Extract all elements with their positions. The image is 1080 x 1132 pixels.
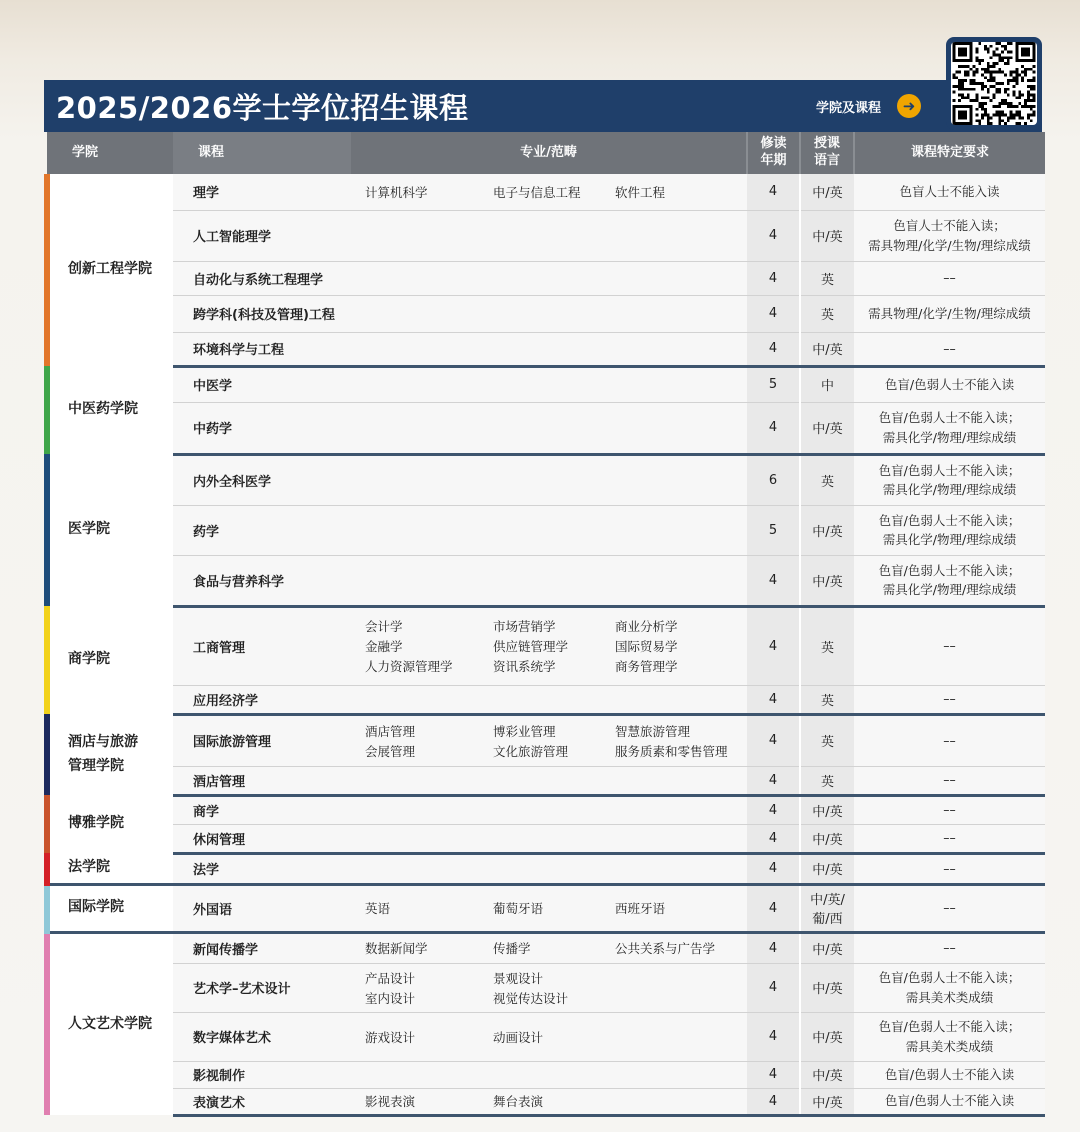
table-row: [47, 366, 1045, 402]
majors-cell: [351, 932, 747, 963]
majors-cell: [351, 555, 747, 606]
header-school: 学院: [47, 132, 173, 174]
course-name: 表演艺术: [173, 1088, 351, 1115]
years-cell: 6: [747, 454, 800, 505]
majors-cell: [351, 174, 747, 210]
major-item: 英语: [365, 901, 391, 916]
school-name-line: 酒店与旅游: [68, 734, 138, 751]
years-cell: 4: [747, 555, 800, 606]
major-item: 商务管理学: [615, 659, 678, 674]
requirement-line: ––: [943, 860, 956, 876]
majors-cell: [351, 606, 747, 685]
header-years-line: 修读: [760, 136, 787, 152]
requirements-cell: [854, 1012, 1045, 1061]
school-name: 创新工程学院: [68, 261, 152, 278]
majors-cell: [351, 714, 747, 766]
majors-cell: [351, 1061, 747, 1088]
language-cell: 中/英: [800, 1061, 854, 1088]
majors-cell: [351, 766, 747, 795]
requirements-cell: [854, 963, 1045, 1012]
major-item: 资讯系统学: [493, 659, 556, 674]
major-item: 数据新闻学: [365, 941, 428, 956]
table-row: [47, 505, 1045, 555]
major-item: 产品设计: [365, 970, 416, 986]
requirement-line: 色盲/色弱人士不能入读；: [878, 562, 1021, 578]
course-name: 商学: [173, 795, 351, 824]
language-line: 葡/西: [812, 912, 843, 927]
majors-cell: [351, 853, 747, 884]
requirement-line: 色盲人士不能入读: [899, 184, 1000, 200]
majors-list: [365, 722, 747, 760]
language-cell: 中: [800, 366, 854, 402]
language-cell: 英: [800, 714, 854, 766]
course-name: 外国语: [173, 884, 351, 932]
requirements-cell: [854, 454, 1045, 505]
table-row: [47, 853, 1045, 884]
requirement-line: ––: [943, 900, 956, 916]
table-row: [47, 1088, 1045, 1115]
major-item: 景观设计: [493, 970, 544, 986]
major-item: 服务质素和零售管理: [615, 743, 728, 759]
requirements-cell: [854, 295, 1045, 332]
school-name: 医学院: [68, 521, 110, 538]
years-cell: 4: [747, 606, 800, 685]
requirement-line: ––: [943, 940, 956, 956]
requirement-line: 需具化学/物理/理综成绩: [882, 429, 1017, 445]
course-name: 休闲管理: [173, 824, 351, 853]
requirements-cell: [854, 766, 1045, 795]
years-cell: 4: [747, 332, 800, 366]
requirements-cell: [854, 1061, 1045, 1088]
language-cell: 英: [800, 606, 854, 685]
requirement-line: ––: [943, 772, 956, 788]
majors-cell: [351, 402, 747, 454]
language-cell: 英: [800, 295, 854, 332]
table-row: [47, 884, 1045, 932]
majors-list: [365, 183, 747, 201]
language-cell: 中/英: [800, 963, 854, 1012]
years-cell: 4: [747, 1088, 800, 1115]
requirements-cell: [854, 174, 1045, 210]
years-cell: 4: [747, 685, 800, 714]
course-name: 跨学科(科技及管理)工程: [173, 295, 351, 332]
major-item: 西班牙语: [615, 901, 666, 916]
requirements-cell: [854, 261, 1045, 295]
language-cell: 英: [800, 261, 854, 295]
requirement-line: 色盲/色弱人士不能入读: [884, 1093, 1015, 1109]
years-cell: 4: [747, 1061, 800, 1088]
course-name: 艺术学–艺术设计: [173, 963, 351, 1012]
requirements-cell: [854, 824, 1045, 853]
table-row: [47, 1061, 1045, 1088]
language-cell: [800, 884, 854, 932]
major-item: 影视表演: [365, 1094, 416, 1109]
table-row: [47, 295, 1045, 332]
language-line: 中/英/: [810, 893, 845, 908]
major-item: 人力资源管理学: [365, 659, 453, 674]
course-name: 新闻传播学: [173, 932, 351, 963]
school-cell: [47, 795, 173, 853]
table-row: [47, 685, 1045, 714]
school-name: 法学院: [68, 859, 110, 876]
requirement-line: ––: [943, 638, 956, 654]
majors-cell: [351, 295, 747, 332]
requirement-line: 色盲/色弱人士不能入读；: [878, 462, 1021, 478]
requirements-cell: [854, 853, 1045, 884]
school-name-line: 管理学院: [68, 757, 124, 774]
table-row: [47, 1012, 1045, 1061]
table-row: [47, 795, 1045, 824]
header-major: 专业/范畴: [351, 132, 747, 174]
requirement-line: 需具物理/化学/生物/理综成绩: [868, 237, 1031, 253]
school-cell: [47, 454, 173, 606]
requirement-line: ––: [943, 830, 956, 846]
page-title: 2025/2026学士学位招生课程: [56, 90, 469, 125]
majors-cell: [351, 795, 747, 824]
table-row: [47, 402, 1045, 454]
majors-cell: [351, 685, 747, 714]
major-item: 会展管理: [365, 743, 416, 759]
language-cell: 中/英: [800, 853, 854, 884]
major-item: 会计学: [365, 619, 403, 634]
requirement-line: ––: [943, 270, 956, 286]
majors-list: [365, 1092, 747, 1110]
language-cell: 中/英: [800, 795, 854, 824]
requirement-line: 需具美术类成绩: [905, 1038, 994, 1054]
years-cell: 4: [747, 261, 800, 295]
majors-cell: [351, 1088, 747, 1115]
header-language-line: 授课: [813, 136, 840, 152]
major-item: 传播学: [493, 941, 531, 956]
major-item: 游戏设计: [365, 1029, 416, 1045]
major-item: 视觉传达设计: [493, 990, 569, 1006]
header-years-line: 年期: [760, 153, 787, 168]
requirements-cell: [854, 505, 1045, 555]
major-item: 酒店管理: [365, 723, 416, 739]
requirements-cell: [854, 685, 1045, 714]
course-name: 食品与营养科学: [173, 555, 351, 606]
requirements-cell: [854, 366, 1045, 402]
title-banner: [44, 80, 1042, 132]
years-cell: 4: [747, 766, 800, 795]
language-cell: 英: [800, 766, 854, 795]
header-course: 课程: [173, 132, 351, 174]
school-cell: [47, 366, 173, 454]
majors-cell: [351, 261, 747, 295]
language-cell: 中/英: [800, 824, 854, 853]
major-item: 葡萄牙语: [493, 901, 544, 916]
school-name: 中医药学院: [68, 401, 138, 418]
programs-table: [44, 132, 1045, 1117]
majors-cell: [351, 884, 747, 932]
language-cell: 中/英: [800, 174, 854, 210]
majors-cell: [351, 963, 747, 1012]
school-cell: [47, 714, 173, 795]
requirement-line: 色盲人士不能入读；: [893, 218, 1006, 234]
table-header-row: [47, 132, 1045, 174]
school-name: 国际学院: [68, 899, 124, 916]
years-cell: 4: [747, 402, 800, 454]
school-name: 商学院: [68, 651, 110, 668]
major-item: 国际贸易学: [615, 639, 678, 654]
language-cell: 中/英: [800, 332, 854, 366]
language-cell: 中/英: [800, 1012, 854, 1061]
school-cell: [47, 884, 173, 932]
qr-code[interactable]: [946, 37, 1042, 130]
requirement-line: 色盲/色弱人士不能入读；: [878, 970, 1021, 986]
requirements-cell: [854, 795, 1045, 824]
major-item: 智慧旅游管理: [615, 723, 691, 739]
language-cell: 中/英: [800, 505, 854, 555]
major-item: [615, 969, 745, 987]
major-item: 博彩业管理: [493, 723, 556, 739]
requirement-line: 色盲/色弱人士不能入读；: [878, 512, 1021, 528]
majors-cell: [351, 824, 747, 853]
language-cell: 中/英: [800, 555, 854, 606]
school-cell: [47, 606, 173, 714]
majors-cell: [351, 210, 747, 261]
language-cell: 英: [800, 685, 854, 714]
header-years: [747, 132, 800, 174]
table-row: [47, 932, 1045, 963]
majors-cell: [351, 366, 747, 402]
major-item: 市场营销学: [493, 619, 556, 634]
years-cell: 4: [747, 714, 800, 766]
major-item: 室内设计: [365, 990, 416, 1006]
requirement-line: 色盲/色弱人士不能入读；: [878, 410, 1021, 426]
years-cell: 5: [747, 505, 800, 555]
table-row: [47, 332, 1045, 366]
header-language-line: 语言: [813, 153, 840, 168]
course-name: 中医学: [173, 366, 351, 402]
requirements-cell: [854, 402, 1045, 454]
years-cell: 4: [747, 795, 800, 824]
requirements-cell: [854, 932, 1045, 963]
requirements-cell: [854, 332, 1045, 366]
course-name: 酒店管理: [173, 766, 351, 795]
table-row: [47, 555, 1045, 606]
course-name: 影视制作: [173, 1061, 351, 1088]
table-row: [47, 766, 1045, 795]
major-item: 电子与信息工程: [493, 184, 581, 200]
majors-cell: [351, 454, 747, 505]
school-cell: [47, 853, 173, 884]
requirement-line: 需具化学/物理/理综成绩: [882, 582, 1017, 597]
major-item: 文化旅游管理: [493, 743, 569, 759]
years-cell: 4: [747, 932, 800, 963]
major-item: 公共关系与广告学: [615, 941, 716, 956]
years-cell: 4: [747, 295, 800, 332]
years-cell: 4: [747, 824, 800, 853]
table-row: [47, 174, 1045, 210]
course-name: 内外全科医学: [173, 454, 351, 505]
major-item: 金融学: [365, 639, 403, 654]
major-item: 供应链管理学: [493, 639, 569, 654]
schools-courses-link-label: 学院及课程: [816, 100, 882, 116]
school-cell: [47, 932, 173, 1115]
years-cell: 4: [747, 1012, 800, 1061]
requirement-line: 需具化学/物理/理综成绩: [882, 532, 1017, 547]
major-item: 计算机科学: [365, 184, 428, 200]
requirement-line: 需具美术类成绩: [905, 989, 994, 1005]
arrow-right-icon: ➜: [897, 94, 921, 118]
majors-list: [365, 617, 747, 675]
requirement-line: 色盲/色弱人士不能入读: [884, 376, 1015, 392]
requirements-cell: [854, 714, 1045, 766]
majors-cell: [351, 332, 747, 366]
language-cell: 英: [800, 454, 854, 505]
header-language: [800, 132, 854, 174]
language-cell: 中/英: [800, 1088, 854, 1115]
course-name: 理学: [173, 174, 351, 210]
table-row: [47, 606, 1045, 685]
requirement-line: ––: [943, 732, 956, 748]
requirement-line: 色盲/色弱人士不能入读: [884, 1066, 1015, 1082]
course-name: 中药学: [173, 402, 351, 454]
table-row: [47, 963, 1045, 1012]
major-item: 舞台表演: [493, 1094, 544, 1109]
course-name: 法学: [173, 853, 351, 884]
major-item: 软件工程: [615, 184, 666, 200]
years-cell: 4: [747, 210, 800, 261]
table-row: [47, 714, 1045, 766]
language-cell: 中/英: [800, 210, 854, 261]
schools-courses-link[interactable]: [816, 94, 921, 118]
language-cell: 中/英: [800, 932, 854, 963]
years-cell: 4: [747, 174, 800, 210]
majors-list: [365, 1028, 747, 1046]
course-name: 国际旅游管理: [173, 714, 351, 766]
major-item: 动画设计: [493, 1029, 544, 1045]
requirements-cell: [854, 210, 1045, 261]
years-cell: 4: [747, 963, 800, 1012]
table-row: [47, 454, 1045, 505]
requirement-line: ––: [943, 802, 956, 818]
requirements-cell: [854, 884, 1045, 932]
course-name: 应用经济学: [173, 685, 351, 714]
major-item: [615, 989, 745, 1007]
course-name: 数字媒体艺术: [173, 1012, 351, 1061]
school-name: 博雅学院: [68, 815, 124, 832]
majors-list: [365, 899, 747, 917]
course-name: 环境科学与工程: [173, 332, 351, 366]
table-row: [47, 261, 1045, 295]
requirement-line: 需具物理/化学/生物/理综成绩: [868, 305, 1031, 321]
school-name: 人文艺术学院: [68, 1015, 152, 1032]
course-name: 药学: [173, 505, 351, 555]
requirement-line: ––: [943, 691, 956, 707]
course-name: 工商管理: [173, 606, 351, 685]
header-requirements: 课程特定要求: [854, 132, 1045, 174]
requirement-line: ––: [943, 340, 956, 356]
majors-cell: [351, 505, 747, 555]
school-cell: [47, 174, 173, 366]
majors-cell: [351, 1012, 747, 1061]
years-cell: 4: [747, 884, 800, 932]
requirements-cell: [854, 555, 1045, 606]
table-row: [47, 210, 1045, 261]
major-item: 商业分析学: [615, 619, 678, 634]
course-name: 自动化与系统工程理学: [173, 261, 351, 295]
majors-list: [365, 969, 747, 1007]
majors-list: [365, 939, 747, 957]
qr-code-icon: [951, 42, 1037, 125]
requirement-line: 色盲/色弱人士不能入读；: [878, 1019, 1021, 1035]
table-row: [47, 824, 1045, 853]
table-body: [47, 174, 1045, 1115]
course-name: 人工智能理学: [173, 210, 351, 261]
language-cell: 中/英: [800, 402, 854, 454]
requirements-cell: [854, 606, 1045, 685]
years-cell: 5: [747, 366, 800, 402]
requirement-line: 需具化学/物理/理综成绩: [882, 482, 1017, 497]
years-cell: 4: [747, 853, 800, 884]
requirements-cell: [854, 1088, 1045, 1115]
